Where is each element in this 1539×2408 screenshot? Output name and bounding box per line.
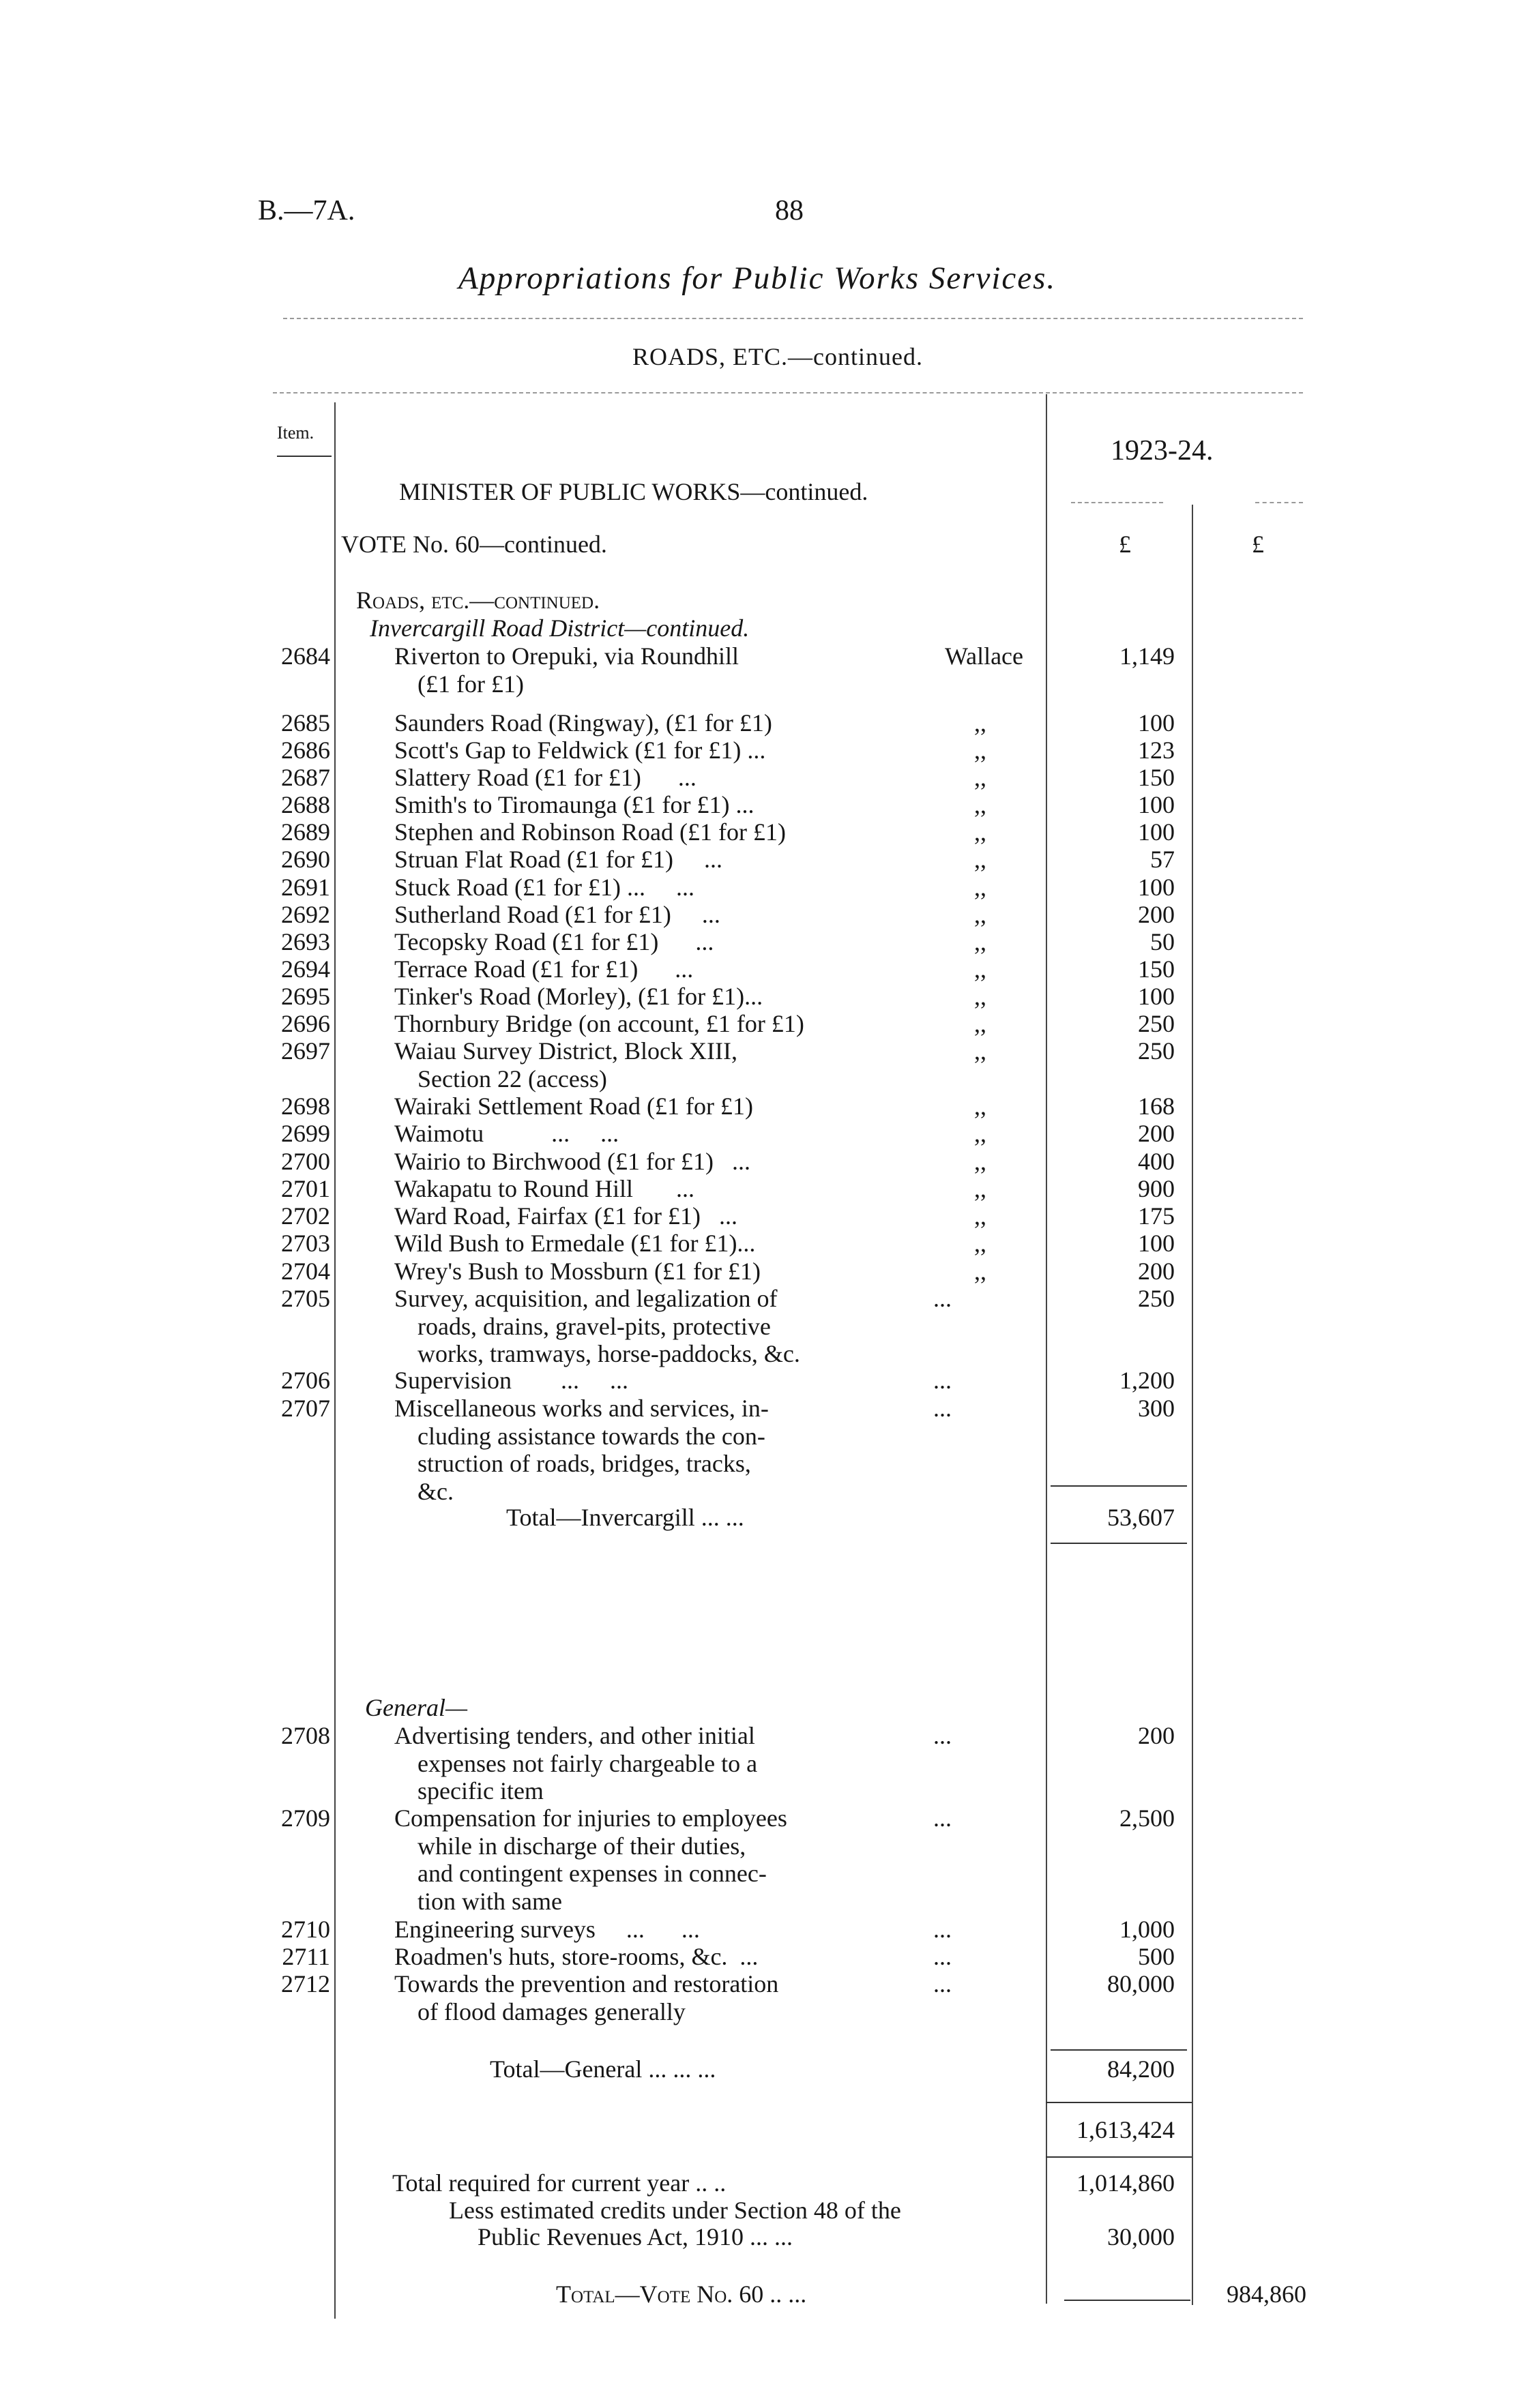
- item-amount: 80,000: [1107, 1970, 1175, 1997]
- item-description: Wairio to Birchwood (£1 for £1) ...: [394, 1148, 750, 1175]
- item-amount: 175: [1138, 1202, 1175, 1230]
- item-locality: ,,: [974, 764, 986, 791]
- item-amount: 100: [1138, 709, 1175, 737]
- total-vote-amount: 984,860: [1227, 2280, 1306, 2308]
- item-locality: ,,: [974, 983, 986, 1010]
- item-amount: 500: [1138, 1943, 1175, 1970]
- item-locality: ,,: [974, 1010, 986, 1037]
- item-description: Wild Bush to Ermedale (£1 for £1)...: [394, 1230, 756, 1257]
- total-vote-label: Total—Vote No. 60 .. ...: [556, 2280, 807, 2308]
- less-credits-amount: 30,000: [1107, 2223, 1175, 2250]
- item-amount: 1,200: [1119, 1367, 1175, 1394]
- item-description: Miscellaneous works and services, in-: [394, 1395, 769, 1422]
- grand-total-bottom-rule: [1046, 2156, 1192, 2158]
- item-number: 2704: [281, 1258, 330, 1285]
- item-locality: ,,: [974, 1230, 986, 1257]
- item-amount: 250: [1138, 1285, 1175, 1312]
- item-description: roads, drains, gravel-pits, protective: [417, 1312, 771, 1340]
- section-rule: [273, 392, 1303, 393]
- item-number: 2684: [281, 642, 330, 670]
- total-vote-rule: [1064, 2300, 1190, 2301]
- item-description: tion with same: [417, 1887, 562, 1915]
- item-amount: 1,000: [1119, 1916, 1175, 1943]
- item-description: &c.: [417, 1477, 454, 1505]
- item-description: Tecopsky Road (£1 for £1) ...: [394, 928, 714, 955]
- item-locality: ,,: [974, 1202, 986, 1230]
- item-locality: ,,: [974, 1037, 986, 1065]
- item-amount: 100: [1138, 983, 1175, 1010]
- item-locality: ...: [933, 1804, 952, 1832]
- item-description: and contingent expenses in connec-: [417, 1860, 767, 1887]
- total-general-bottom-rule: [1046, 2102, 1192, 2103]
- item-description: Stephen and Robinson Road (£1 for £1): [394, 818, 786, 846]
- item-locality: ,,: [974, 737, 986, 764]
- district-heading: Invercargill Road District—continued.: [370, 614, 750, 642]
- currency-column-1: £: [1119, 531, 1131, 558]
- currency-column-2: £: [1252, 531, 1264, 558]
- item-number: 2697: [281, 1037, 330, 1065]
- minister-heading: MINISTER OF PUBLIC WORKS—continued.: [399, 478, 868, 505]
- item-locality: ,,: [974, 874, 986, 901]
- item-number: 2692: [281, 901, 330, 928]
- item-locality: Wallace: [945, 642, 1024, 670]
- item-locality: ,,: [974, 1092, 986, 1120]
- item-description: specific item: [417, 1777, 544, 1804]
- item-amount: 200: [1138, 1258, 1175, 1285]
- item-amount: 400: [1138, 1148, 1175, 1175]
- item-number: 2694: [281, 955, 330, 983]
- item-locality: ...: [933, 1916, 952, 1943]
- item-locality: ,,: [974, 846, 986, 873]
- item-description: Engineering surveys ... ...: [394, 1916, 700, 1943]
- item-description: Thornbury Bridge (on account, £1 for £1): [394, 1010, 804, 1037]
- item-number: 2699: [281, 1120, 330, 1147]
- section-heading: ROADS, ETC.—continued.: [632, 343, 923, 370]
- vote-heading: VOTE No. 60—continued.: [341, 531, 607, 558]
- item-description: Waiau Survey District, Block XIII,: [394, 1037, 737, 1065]
- item-amount: 2,500: [1119, 1804, 1175, 1832]
- item-number: 2687: [281, 764, 330, 791]
- item-amount: 168: [1138, 1092, 1175, 1120]
- item-number: 2695: [281, 983, 330, 1010]
- item-number: 2708: [281, 1722, 330, 1749]
- page-reference: B.—7A.: [258, 195, 355, 226]
- item-number: 2703: [281, 1230, 330, 1257]
- item-amount: 200: [1138, 1722, 1175, 1749]
- item-amount: 1,149: [1119, 642, 1175, 670]
- item-amount: 100: [1138, 818, 1175, 846]
- item-number: 2707: [281, 1395, 330, 1422]
- less-credits-line-2: Public Revenues Act, 1910 ... ...: [478, 2223, 793, 2250]
- item-amount: 150: [1138, 955, 1175, 983]
- item-locality: ...: [933, 1722, 952, 1749]
- item-number: 2691: [281, 874, 330, 901]
- item-locality: ,,: [974, 955, 986, 983]
- item-number: 2689: [281, 818, 330, 846]
- item-locality: ,,: [974, 1148, 986, 1175]
- item-amount: 300: [1138, 1395, 1175, 1422]
- total-invercargill-label: Total—Invercargill ... ...: [506, 1504, 744, 1531]
- item-description: Riverton to Orepuki, via Roundhill: [394, 642, 739, 670]
- item-description: Towards the prevention and restoration: [394, 1970, 779, 1997]
- roads-heading: Roads, etc.—continued.: [356, 586, 600, 614]
- item-amount: 57: [1150, 846, 1175, 873]
- item-description: struction of roads, bridges, tracks,: [417, 1450, 751, 1477]
- item-header-rule: [277, 456, 332, 457]
- item-description: Stuck Road (£1 for £1) ... ...: [394, 874, 694, 901]
- item-number: 2690: [281, 846, 330, 873]
- item-locality: ,,: [974, 901, 986, 928]
- item-number: 2700: [281, 1148, 330, 1175]
- item-amount: 200: [1138, 1120, 1175, 1147]
- item-locality: ,,: [974, 1120, 986, 1147]
- item-description: Wrey's Bush to Mossburn (£1 for £1): [394, 1258, 761, 1285]
- item-description: Sutherland Road (£1 for £1) ...: [394, 901, 720, 928]
- total-invercargill-bottom-rule: [1051, 1543, 1187, 1544]
- item-locality: ,,: [974, 818, 986, 846]
- item-number: 2709: [281, 1804, 330, 1832]
- item-amount: 250: [1138, 1037, 1175, 1065]
- item-number: 2686: [281, 737, 330, 764]
- item-description: Advertising tenders, and other initial: [394, 1722, 755, 1749]
- item-locality: ...: [933, 1970, 952, 1997]
- amount-column-rule-right: [1192, 505, 1193, 2305]
- total-required-amount: 1,014,860: [1076, 2169, 1175, 2197]
- item-amount: 250: [1138, 1010, 1175, 1037]
- item-description: Wakapatu to Round Hill ...: [394, 1175, 695, 1202]
- item-column-header: Item.: [277, 423, 314, 443]
- item-amount: 100: [1138, 874, 1175, 901]
- item-locality: ...: [933, 1943, 952, 1970]
- item-number: 2712: [281, 1970, 330, 1997]
- title-rule: [283, 318, 1303, 319]
- item-amount: 200: [1138, 901, 1175, 928]
- total-general-label: Total—General ... ... ...: [490, 2055, 716, 2083]
- item-number: 2688: [281, 791, 330, 818]
- item-description: Compensation for injuries to employees: [394, 1804, 787, 1832]
- item-amount: 123: [1138, 737, 1175, 764]
- total-general-top-rule: [1051, 2049, 1187, 2051]
- item-description: Ward Road, Fairfax (£1 for £1) ...: [394, 1202, 737, 1230]
- item-amount: 50: [1150, 928, 1175, 955]
- item-description: Saunders Road (Ringway), (£1 for £1): [394, 709, 772, 737]
- year-header-rule: [1071, 502, 1163, 503]
- item-locality: ...: [933, 1367, 952, 1394]
- item-description: of flood damages generally: [417, 1997, 686, 2025]
- total-invercargill-amount: 53,607: [1107, 1504, 1175, 1531]
- general-heading: General—: [365, 1694, 467, 1721]
- item-locality: ,,: [974, 1175, 986, 1202]
- item-description: expenses not fairly chargeable to a: [417, 1749, 758, 1777]
- item-locality: ...: [933, 1395, 952, 1422]
- item-locality: ,,: [974, 1258, 986, 1285]
- item-amount: 100: [1138, 1230, 1175, 1257]
- item-number: 2701: [281, 1175, 330, 1202]
- less-credits-line-1: Less estimated credits under Section 48 of the: [449, 2197, 901, 2224]
- item-number: 2685: [281, 709, 330, 737]
- item-amount: 900: [1138, 1175, 1175, 1202]
- item-number: 2696: [281, 1010, 330, 1037]
- item-number: 2705: [281, 1285, 330, 1312]
- item-description: Roadmen's huts, store-rooms, &c. ...: [394, 1943, 759, 1970]
- item-description: Scott's Gap to Feldwick (£1 for £1) ...: [394, 737, 766, 764]
- total-general-amount: 84,200: [1107, 2055, 1175, 2083]
- item-description: Waimotu ... ...: [394, 1120, 619, 1147]
- item-description: (£1 for £1): [417, 670, 524, 698]
- item-description: works, tramways, horse-paddocks, &c.: [417, 1340, 800, 1367]
- item-number: 2698: [281, 1092, 330, 1120]
- total-required-label: Total required for current year .. ..: [392, 2169, 727, 2197]
- item-amount: 100: [1138, 791, 1175, 818]
- item-number: 2702: [281, 1202, 330, 1230]
- amount-column-rule-left: [1046, 394, 1047, 2304]
- item-locality: ,,: [974, 791, 986, 818]
- year-column-header: 1923-24.: [1111, 435, 1214, 466]
- item-locality: ...: [933, 1285, 952, 1312]
- item-description: Tinker's Road (Morley), (£1 for £1)...: [394, 983, 763, 1010]
- page-number: 88: [775, 195, 804, 226]
- item-description: Survey, acquisition, and legalization of: [394, 1285, 778, 1312]
- item-description: Slattery Road (£1 for £1) ...: [394, 764, 697, 791]
- item-locality: ,,: [974, 709, 986, 737]
- item-number: 2693: [281, 928, 330, 955]
- page-title: Appropriations for Public Works Services.: [458, 261, 1057, 296]
- item-number: 2710: [281, 1916, 330, 1943]
- item-amount: 150: [1138, 764, 1175, 791]
- grand-total-amount: 1,613,424: [1076, 2116, 1175, 2143]
- item-description: Smith's to Tiromaunga (£1 for £1) ...: [394, 791, 754, 818]
- item-column-rule: [334, 402, 336, 2319]
- item-number: 2711: [282, 1943, 330, 1970]
- item-description: while in discharge of their duties,: [417, 1832, 746, 1860]
- item-number: 2706: [281, 1367, 330, 1394]
- item-locality: ,,: [974, 928, 986, 955]
- item-description: Supervision ... ...: [394, 1367, 629, 1394]
- item-description: Section 22 (access): [417, 1065, 607, 1092]
- item-description: cluding assistance towards the con-: [417, 1422, 765, 1450]
- total-invercargill-top-rule: [1051, 1485, 1187, 1487]
- item-description: Terrace Road (£1 for £1) ...: [394, 955, 694, 983]
- item-description: Wairaki Settlement Road (£1 for £1): [394, 1092, 753, 1120]
- year-header-rule-right: [1255, 502, 1303, 503]
- item-description: Struan Flat Road (£1 for £1) ...: [394, 846, 722, 873]
